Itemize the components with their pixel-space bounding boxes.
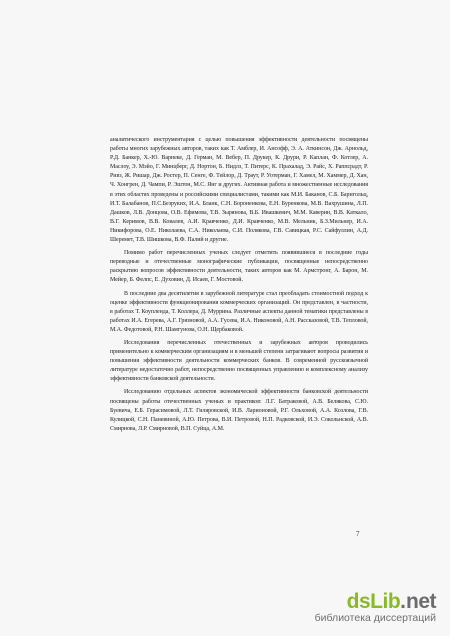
paragraph-5: Исследованию отдельных аспектов экономической эффективности банковской деятельности посвящены работы отечественных ученых и практиков: Л.Г. Батраковой, А.В. Беляковa, С.Ю. Буевича, Е.Б. Герасимовой, Л.Т. Гиляровской, И.В. Ларионовой, Р.Г. Ольховой, А.А. Козлова, Г.В. Кулицкой, С.Н. Паневиной, А.Ю. Петрова, В.И. Петровой, Н.П. Радковской, И.Э. Сокольнской, А.В. Смирнова, Л.Р. Смирновой, В.П. Суйца, А.М. (110, 389, 368, 432)
watermark-tagline: библиотека диссертаций (314, 612, 436, 624)
paragraph-4: Исследования перечисленных отечественных и зарубежных авторов проводились применительно к коммерческим организациям и в меньшей степени затрагивают вопросы развития и повышения эффективности деятельности коммерческих банков. В современной русскоязычной литературе недостаточно работ, непосредственно посвященных управлению и комплексному анализу эффективности банковской деятельности. (110, 339, 368, 383)
paragraph-1: аналитического инструментария с целью повышения эффективности деятельности посвящены работы многих зарубежных авторов, таких как Т. Амблер, И. Ансофф, Э. А. Аткинсон, Дж. Арнольд, Р.Д. Банкер, Х.-Ю. Варнеке, Д. Герман, М. Вебер, П. Друкер, К. Друри, Р. Каплан, Ф. Котлер, А. Маслоу, Э. Мэйо, Г. Минцберг, Д. Нортон, Б. Нидлз, Т. Питерс, К. Прахалад, Э. Райс, Х. Раппсрадт, Р. Ривз, Ж. Ришар, Дж. Ростер, П. Сенге, Ф. Тейлор, Д. Траут, Р. Уотерман, Г. Хамел, М. Хаммер, Д. Хан, Ч. Хонгрен, Д. Чампи, Р. Эштон, М.С. Янг и других. Активная работа и множественные исследования в этих областях проведены и российскими специалистами, такими как М.И. Баканов, С.Б. Барнгольц, И.Т. Балабанов, П.С.Безруких, И.А. Бланк, С.Н. Бороненкова, Е.Н. Буренкова, М.В. Вахрушина, Л.П. Дашков, Л.В. Донцова, О.В. Ефимова, Т.В. Зырянова, В.Б. Ивашкевич, М.М. Каверин, В.В. Каткало, В.Г. Керимов, В.В. Ковалев, А.И. Кравченко, Д.И. Кравченко, М.В. Мельник, Б.З.Мильнер, И.А. Никифорова, О.Е. Николаева, С.А. Николаева, С.И. Полякова, Г.В. Савицкая, Р.С. Сайфуллин, А.Д. Шеремет, Т.В. Шишкова, В.Ф. Палий и другие. (110, 137, 368, 244)
paragraph-2: Помимо работ перечисленных ученых следует отметить появившиеся в последние годы переводные и отечественные монографические публикации, посвященные непосредственно раскрытию вопросов эффективности деятельности, таких авторов как М. Армстронг, А. Барон, М. Мейер, Б. Фелпс, Е. Духовин, Д. Исаев, Г. Мостовой. (110, 250, 368, 284)
watermark-name: dsLib (346, 590, 401, 613)
paragraph-3: В последние два десятилетия в зарубежной литературе стал преобладать стоимостной подход к оценке эффективности функционирования коммерческих организаций. Он представлен, в частности, в работах Т. Коуплендa, Т. Коллера, Д. Муррина. Различные аспекты данной тематики представлены в работах И.А. Егерева, А.Г. Грязновой, А.А. Гусева, И.А. Никоновой, А.Н. Рассказовой, Т.В. Тепловой, М.А. Федотовой, Р.Н. Шамгунова, О.Н. Щербаковой. (110, 290, 368, 333)
dslib-watermark[interactable] (315, 590, 436, 624)
watermark-dot: . (400, 590, 406, 613)
watermark-tld: net (406, 590, 436, 613)
page-number: 7 (356, 530, 360, 538)
text-block (110, 136, 368, 438)
watermark-logo (315, 590, 436, 614)
